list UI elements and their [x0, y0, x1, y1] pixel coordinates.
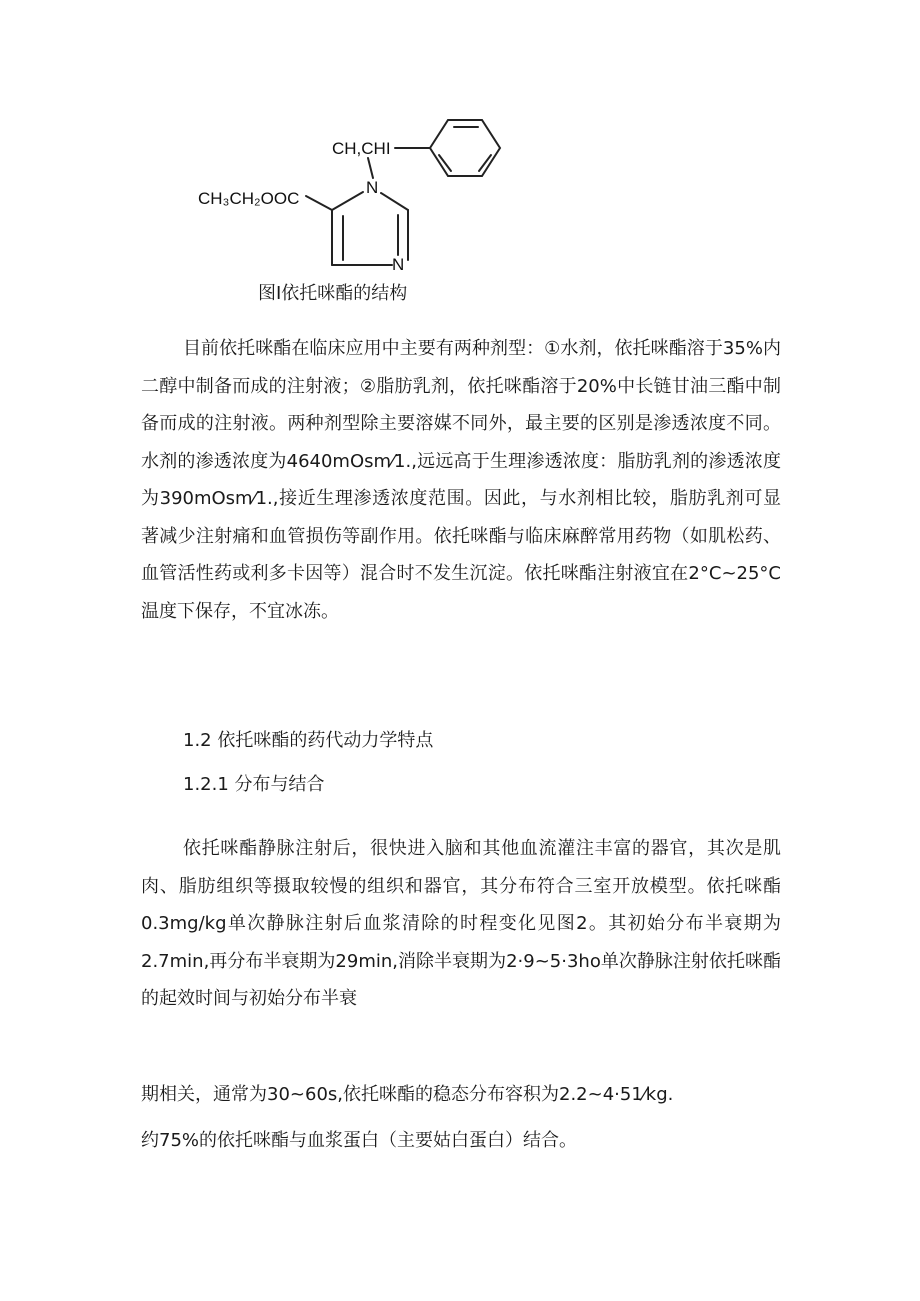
paragraph-line-protein-binding: 约75%的依托咪酯与血浆蛋白（主要姑白蛋白）结合。 — [141, 1130, 578, 1151]
paragraph-line-onset: 期相关，通常为30~60s,依托咪酯的稳态分布容积为2.2~4·51⁄kg. — [141, 1084, 674, 1105]
section-heading-pharmacokinetics: 1.2 依托咪酯的药代动力学特点 — [183, 730, 434, 751]
paragraph-distribution: 依托咪酯静脉注射后，很快进入脑和其他血流灌注丰富的器官，其次是肌肉、脂肪组织等摄取较慢的组织和器官，其分布符合三室开放模型。依托咪酯0.3mg/kg单次静脉注射后血浆清除的时程变化见图2。其初始分布半衰期为2.7min,再分布半衰期为29min,消除半衰期为2·9~5·3ho单次静脉注射依托咪酯的起效时间与初始分布半衰 — [141, 838, 781, 1009]
c2-n1-bond — [381, 193, 408, 210]
ester-bond — [306, 196, 332, 210]
n1-label: N — [366, 178, 379, 197]
n3-label: N — [392, 255, 405, 274]
subsection-heading-distribution: 1.2.1 分布与结合 — [183, 774, 325, 795]
ester-label: CH₃CH₂OOC — [198, 189, 300, 208]
ch-n-bond — [368, 158, 373, 178]
n1-c5-bond — [332, 192, 363, 210]
figure-caption: 图I依托咪酯的结构 — [258, 283, 408, 304]
paragraph-dosage-forms: 目前依托咪酯在临床应用中主要有两种剂型：①水剂，依托咪酯溶于35%内二醇中制备而成的注射液；②脂肪乳剂，依托咪酯溶于20%中长链甘油三酯中制备而成的注射液。两种剂型除主要溶媒不同外，最主要的区别是渗透浓度不同。水剂的渗透浓度为4640mOsm⁄1.,远远高于生理渗透浓度：脂肪乳剂的渗透浓度为390mOsm⁄1.,接近生理渗透浓度范围。因此，与水剂相比较，脂肪乳剂可显著减少注射痛和血管损伤等副作用。依托咪酯与临床麻醉常用药物（如肌松药、血管活性药或利多卡因等）混合时不发生沉淀。依托咪酯注射液宜在2°C~25°C温度下保存，不宜冰冻。 — [141, 338, 781, 622]
ch2-label: CH,CHI — [332, 139, 391, 158]
phenyl-ring — [430, 120, 500, 176]
